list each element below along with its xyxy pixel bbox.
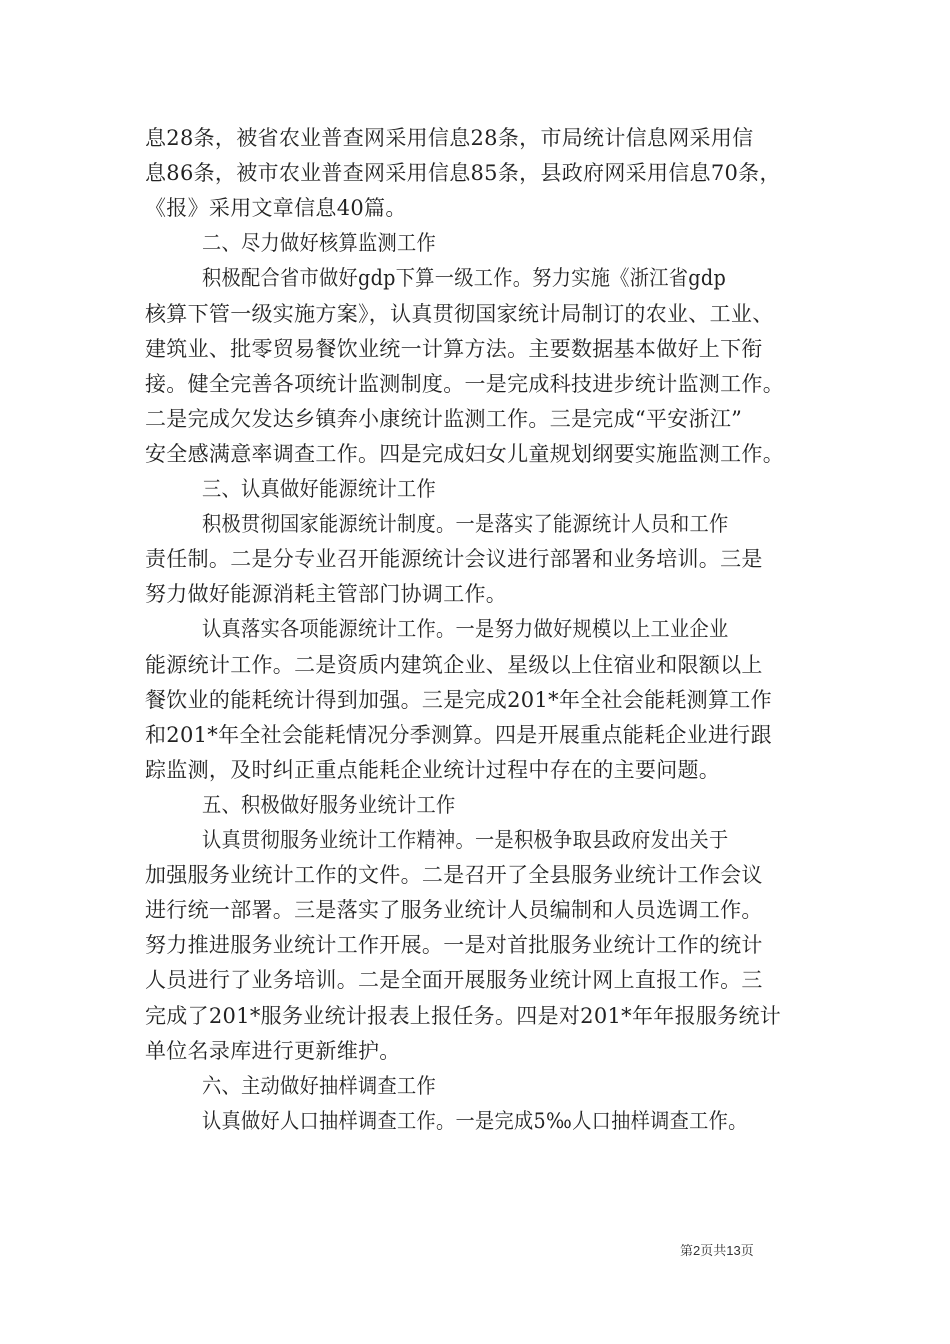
paragraph-line: 人员进行了业务培训。二是全面开展服务业统计网上直报工作。三 (145, 968, 763, 993)
paragraph-line: 积极配合省市做好gdp下算一级工作。努力实施《浙江省gdp (202, 266, 727, 291)
section-heading: 二、尽力做好核算监测工作 (202, 231, 437, 256)
paragraph-line: 进行统一部署。三是落实了服务业统计人员编制和人员选调工作。 (145, 898, 763, 923)
paragraph-line: 安全感满意率调查工作。四是完成妇女儿童规划纲要实施监测工作。 (145, 441, 784, 466)
paragraph-line: 息28条，被省农业普查网采用信息28条，市局统计信息网采用信 (145, 126, 754, 150)
paragraph-line: 和201*年全社会能耗情况分季测算。四是开展重点能耗企业进行跟 (145, 722, 772, 747)
paragraph-line: 认真贯彻服务业统计工作精神。一是积极争取县政府发出关于 (202, 828, 729, 852)
paragraph-line: 加强服务业统计工作的文件。二是召开了全县服务业统计工作会议 (145, 863, 763, 888)
paragraph-line: 责任制。二是分专业召开能源统计会议进行部署和业务培训。三是 (145, 547, 763, 572)
paragraph-line: 努力做好能源消耗主管部门协调工作。 (145, 582, 508, 607)
page-number-footer: 第2页共13页 (680, 1243, 754, 1258)
paragraph-line: 接。健全完善各项统计监测制度。一是完成科技进步统计监测工作。 (145, 371, 784, 396)
paragraph-line: 息86条，被市农业普查网采用信息85条，县政府网采用信息70条， (145, 161, 781, 186)
paragraph-line: 认真落实各项能源统计工作。一是努力做好规模以上工业企业 (202, 617, 729, 642)
section-heading: 五、积极做好服务业统计工作 (202, 792, 456, 817)
section-heading: 六、主动做好抽样调查工作 (202, 1073, 437, 1098)
paragraph-line: 努力推进服务业统计工作开展。一是对首批服务业统计工作的统计 (145, 933, 763, 958)
paragraph-line: 完成了201*服务业统计报表上报任务。四是对201*年年报服务统计 (145, 1003, 782, 1028)
paragraph-line: 《报》采用文章信息40篇。 (145, 196, 407, 221)
paragraph-line: 餐饮业的能耗统计得到加强。三是完成201*年全社会能耗测算工作 (145, 687, 772, 712)
paragraph-line: 核算下管一级实施方案》，认真贯彻国家统计局制订的农业、工业、 (145, 301, 774, 326)
paragraph-line: 认真做好人口抽样调查工作。一是完成5‰人口抽样调查工作。 (202, 1108, 748, 1133)
paragraph-line: 积极贯彻国家能源统计制度。一是落实了能源统计人员和工作 (202, 512, 729, 537)
paragraph-line: 单位名录库进行更新维护。 (145, 1038, 401, 1063)
paragraph-line: 能源统计工作。二是资质内建筑企业、星级以上住宿业和限额以上 (145, 652, 763, 677)
paragraph-line: 踪监测，及时纠正重点能耗企业统计过程中存在的主要问题。 (145, 757, 721, 782)
paragraph-line: 建筑业、批零贸易餐饮业统一计算方法。主要数据基本做好上下衔 (145, 336, 763, 361)
paragraph-line: 二是完成欠发达乡镇奔小康统计监测工作。三是完成“平安浙江” (145, 406, 743, 431)
section-heading: 三、认真做好能源统计工作 (202, 477, 437, 501)
